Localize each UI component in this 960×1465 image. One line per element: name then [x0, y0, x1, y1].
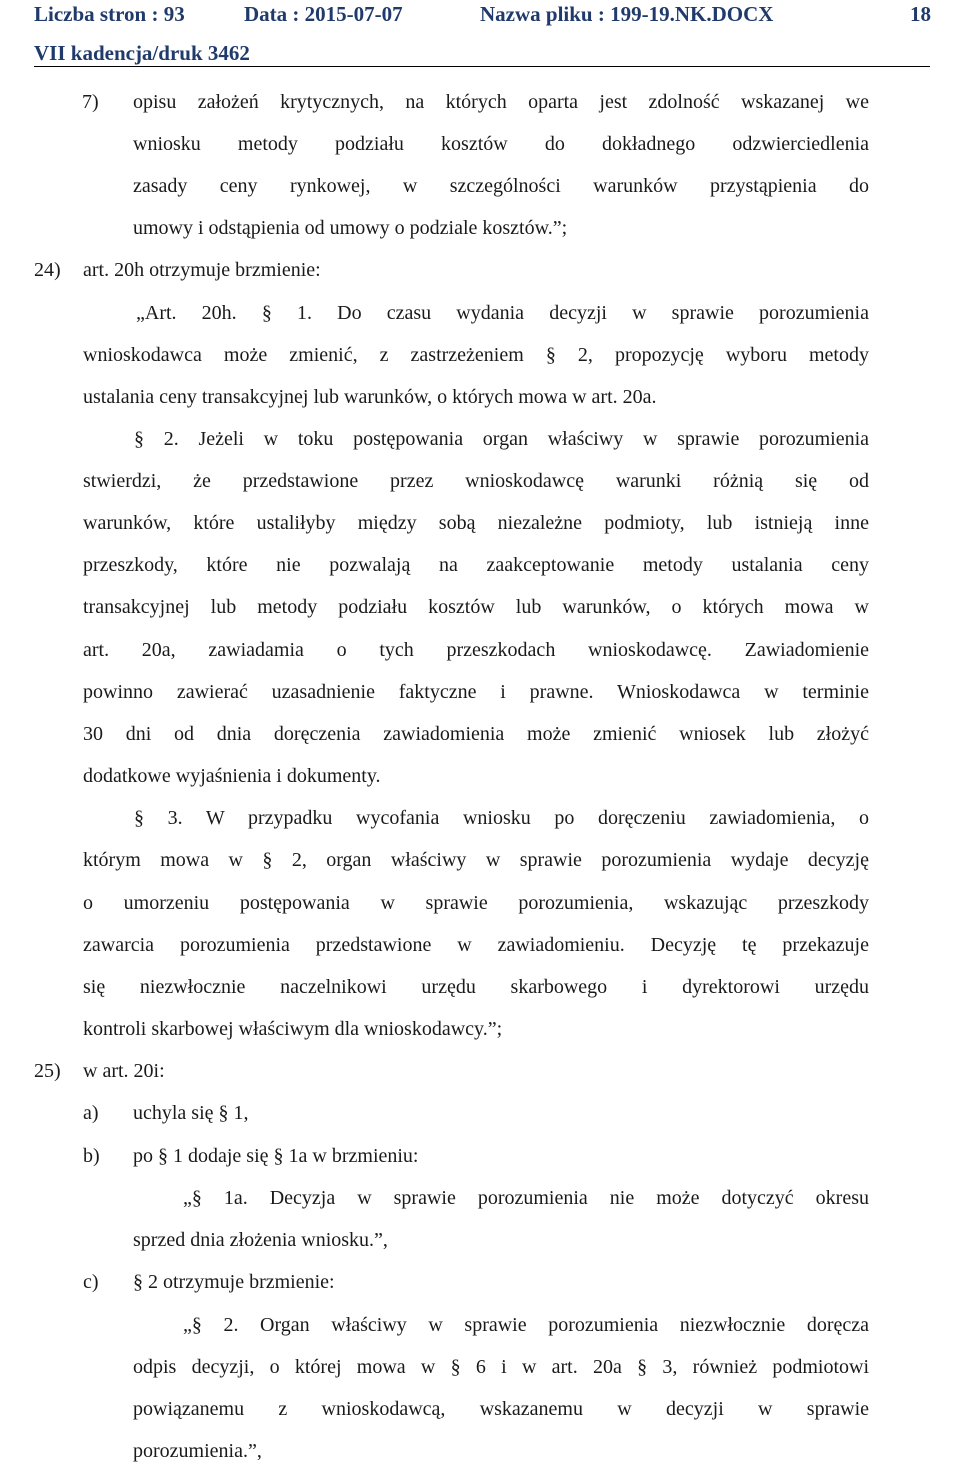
text-line: zasady ceny rynkowej, w szczególności warunków przystąpienia do [133, 175, 869, 197]
text-line: którym mowa w § 2, organ właściwy w sprawie porozumienia wydaje decyzję [83, 849, 869, 871]
item-marker: 7) [82, 91, 99, 113]
text-line: powinno zawierać uzasadnienie faktyczne i prawne. Wnioskodawca w terminie [83, 681, 869, 703]
item-marker: 24) [34, 259, 61, 281]
text-line: kontroli skarbowej właściwym dla wnioskodawcy.”; [83, 1018, 503, 1040]
text-line: „Art. 20h. § 1. Do czasu wydania decyzji w sprawie porozumienia [136, 302, 869, 324]
text-line: „§ 1a. Decyzja w sprawie porozumienia nie może dotyczyć okresu [183, 1187, 869, 1209]
text-line: § 2. Jeżeli w toku postępowania organ właściwy w sprawie porozumienia [134, 428, 869, 450]
text-line: zawarcia porozumienia przedstawione w zawiadomieniu. Decyzję tę przekazuje [83, 934, 869, 956]
text-line: „§ 2. Organ właściwy w sprawie porozumienia niezwłocznie doręcza [183, 1314, 869, 1336]
text-line: § 2 otrzymuje brzmienie: [133, 1271, 335, 1293]
text-line: o umorzeniu postępowania w sprawie porozumienia, wskazując przeszkody [83, 892, 869, 914]
text-line: transakcyjnej lub metody podziału kosztów lub warunków, o których mowa w [83, 596, 869, 618]
text-line: warunków, które ustaliłyby między sobą niezależne podmioty, lub istnieją inne [83, 512, 869, 534]
text-line: porozumienia.”, [133, 1440, 262, 1462]
text-line: opisu założeń krytycznych, na których oparta jest zdolność wskazanej we [133, 91, 869, 113]
page-count: Liczba stron : 93 [34, 2, 185, 26]
text-line: wniosku metody podziału kosztów do dokładnego odzwierciedlenia [133, 133, 869, 155]
text-line: uchyla się § 1, [133, 1102, 249, 1124]
text-line: sprzed dnia złożenia wniosku.”, [133, 1229, 388, 1251]
document-date: Data : 2015-07-07 [244, 2, 403, 26]
text-line: się niezwłocznie naczelnikowi urzędu skarbowego i dyrektorowi urzędu [83, 976, 869, 998]
text-line: stwierdzi, że przedstawione przez wnioskodawcę warunki różnią się od [83, 470, 869, 492]
text-line: ustalania ceny transakcyjnej lub warunków, o których mowa w art. 20a. [83, 386, 657, 408]
text-line: § 3. W przypadku wycofania wniosku po doręczeniu zawiadomienia, o [134, 807, 869, 829]
item-marker: a) [83, 1102, 99, 1124]
text-line: art. 20h otrzymuje brzmienie: [83, 259, 321, 281]
text-line: powiązanemu z wnioskodawcą, wskazanemu w decyzji w sprawie [133, 1398, 869, 1420]
text-line: dodatkowe wyjaśnienia i dokumenty. [83, 765, 381, 787]
text-line: w art. 20i: [83, 1060, 165, 1082]
text-line: art. 20a, zawiadamia o tych przeszkodach wnioskodawcę. Zawiadomienie [83, 639, 869, 661]
text-line: przeszkody, które nie pozwalają na zaakceptowanie metody ustalania ceny [83, 554, 869, 576]
text-line: umowy i odstąpienia od umowy o podziale kosztów.”; [133, 217, 568, 239]
item-marker: 25) [34, 1060, 61, 1082]
print-reference-text: VII kadencja/druk 3462 [34, 41, 250, 65]
text-line: 30 dni od dnia doręczenia zawiadomienia może zmienić wniosek lub złożyć [83, 723, 869, 745]
text-line: wnioskodawca może zmienić, z zastrzeżeniem § 2, propozycję wyboru metody [83, 344, 869, 366]
text-line: odpis decyzji, o której mowa w § 6 i w art. 20a § 3, również podmiotowi [133, 1356, 869, 1378]
page-number: 18 [910, 2, 931, 26]
file-name: Nazwa pliku : 199-19.NK.DOCX [480, 2, 774, 26]
item-marker: c) [83, 1271, 99, 1293]
text-line: po § 1 dodaje się § 1a w brzmieniu: [133, 1145, 419, 1167]
item-marker: b) [83, 1145, 100, 1167]
